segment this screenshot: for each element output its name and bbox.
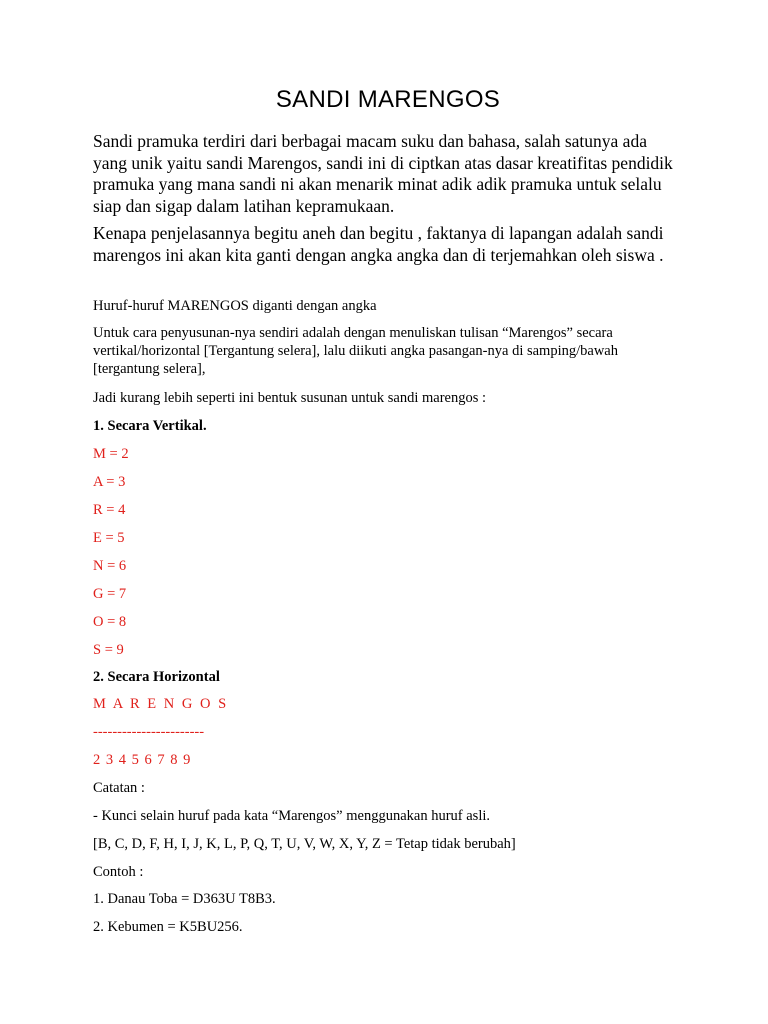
example-2: 2. Kebumen = K5BU256. [93,919,243,935]
pair-a: A = 3 [93,474,126,490]
page-title: SANDI MARENGOS [275,86,501,113]
arrangement-paragraph: Untuk cara penyusunan-nya sendiri adalah dengan menuliskan tulisan “Marengos” secara vertikal/horizontal [Tergantung selera], lalu diikuti angka pasangan-nya di samping/bawah [tergantung selera], [93,325,618,377]
form-line: Jadi kurang lebih seperti ini bentuk susunan untuk sandi marengos : [93,390,487,406]
pair-r: R = 4 [93,502,126,518]
replaced-line: Huruf-huruf MARENGOS diganti dengan angka [93,298,377,314]
example-1: 1. Danau Toba = D363U T8B3. [93,891,276,907]
pair-n: N = 6 [93,558,127,574]
horizontal-separator: ----------------------- [93,724,205,740]
pair-g: G = 7 [93,586,127,602]
intro-paragraph-2: Kenapa penjelasannya begitu aneh dan begitu , faktanya di lapangan adalah sandi marengos ini akan kita ganti dengan angka angka dan di terjemahkan oleh siswa . [93,223,664,265]
note-1: - Kunci selain huruf pada kata “Marengos” menggunakan huruf asli. [93,808,491,824]
horizontal-numbers: 2 3 4 5 6 7 8 9 [93,752,192,768]
pair-o: O = 8 [93,614,127,630]
pair-s: S = 9 [93,642,124,658]
examples-heading: Contoh : [93,864,144,880]
pair-e: E = 5 [93,530,125,546]
note-2: [B, C, D, F, H, I, J, K, L, P, Q, T, U, V, W, X, Y, Z = Tetap tidak berubah] [93,836,516,852]
notes-heading: Catatan : [93,780,145,796]
horizontal-heading: 2. Secara Horizontal [93,669,220,685]
horizontal-letters: M A R E N G O S [93,696,229,712]
pair-m: M = 2 [93,446,129,462]
intro-paragraph-1: Sandi pramuka terdiri dari berbagai macam suku dan bahasa, salah satunya ada yang unik yaitu sandi Marengos, sandi ini di ciptkan atas dasar kreatifitas pendidik pramuka yang mana sandi ni akan menarik minat adik adik pramuka untuk selalu siap dan sigap dalam latihan kepramukaan. [93,131,673,216]
vertical-heading: 1. Secara Vertikal. [93,418,207,434]
